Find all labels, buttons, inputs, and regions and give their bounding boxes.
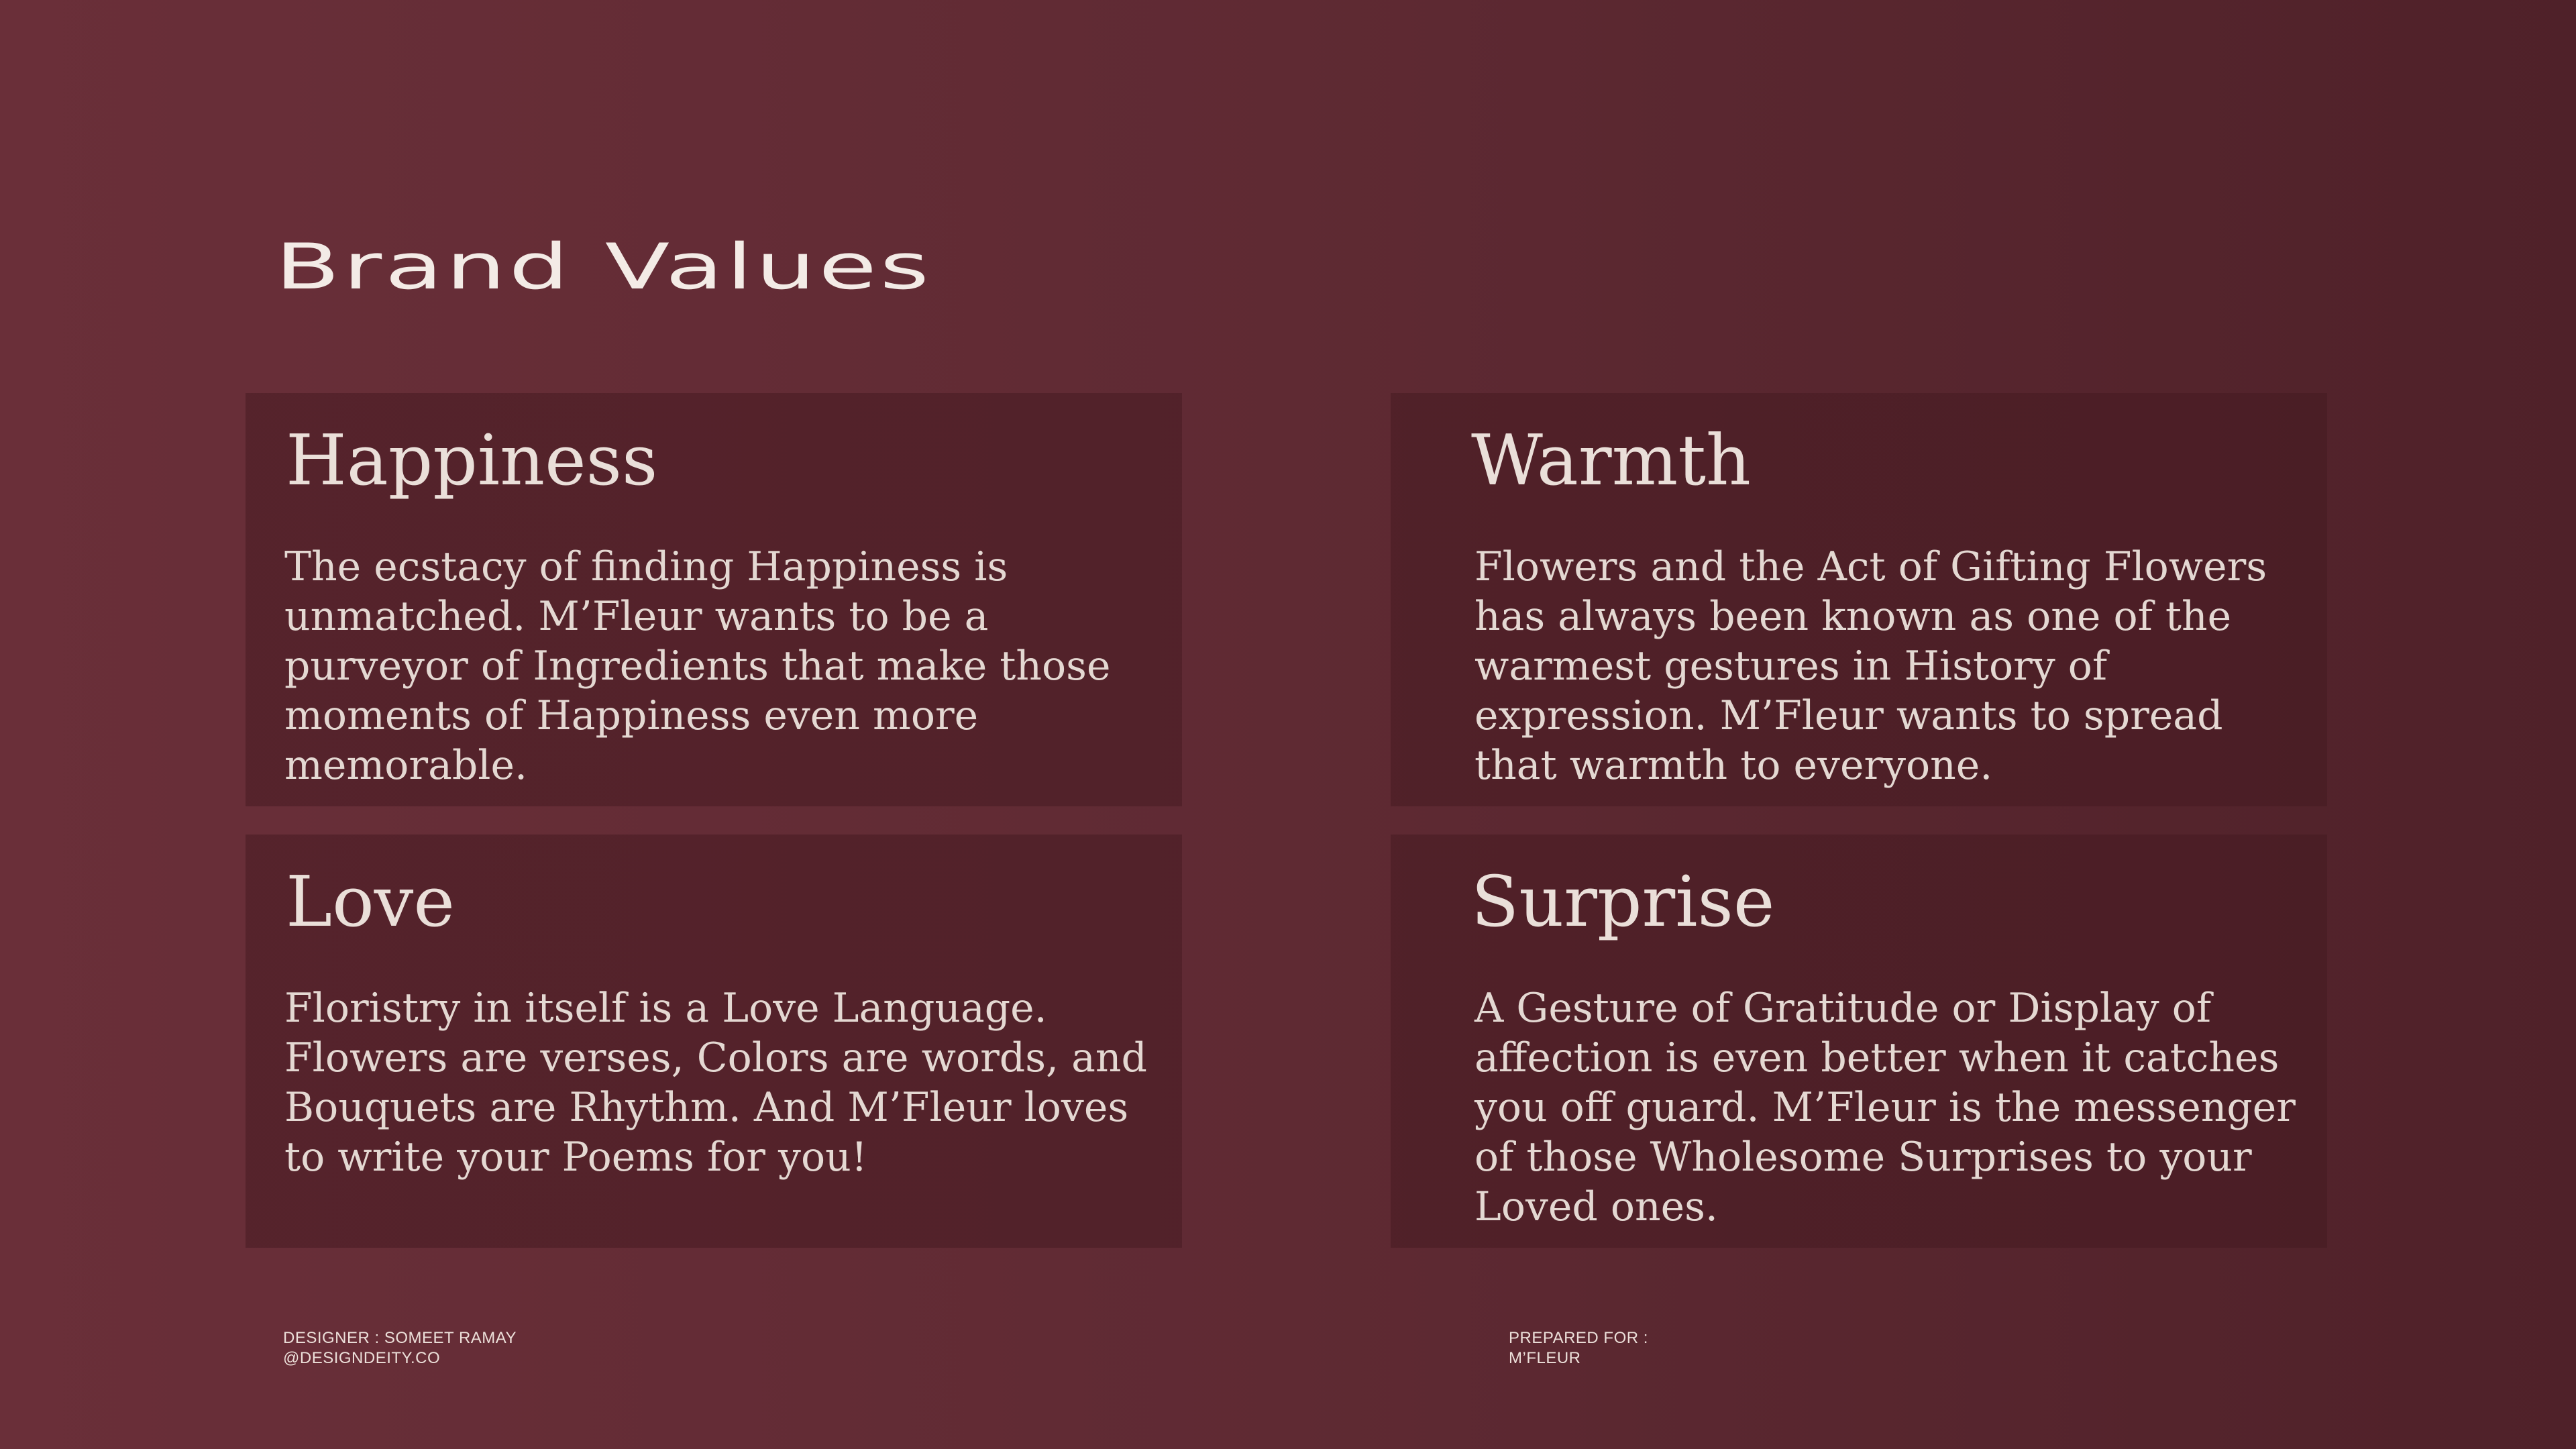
card-description: A Gesture of Gratitude or Display of affection is even better when it catches you off guard. M’Fleur is the messenger of those Wholesome Surprises to your Loved ones.	[1474, 985, 2296, 1230]
prepared-for-credit	[1509, 1328, 1648, 1368]
card-description: Floristry in itself is a Love Language. Flowers are verses, Colors are words, and Bouquets are Rhythm. And M’Fleur loves to write your Poems for you!	[284, 985, 1147, 1181]
card-title: Happiness	[286, 419, 658, 501]
designer-handle: @DESIGNDEITY.CO	[283, 1349, 441, 1367]
designer-name: DESIGNER : SOMEET RAMAY	[283, 1329, 517, 1347]
card-description: Flowers and the Act of Gifting Flowers has always been known as one of the warmest gestures in History of expression. M’Fleur wants to spread that warmth to everyone.	[1474, 543, 2267, 789]
card-title: Warmth	[1471, 419, 1751, 501]
brand-value-card-happiness	[246, 393, 1182, 806]
client-name: M’FLEUR	[1509, 1349, 1581, 1367]
page-title: Brand Values	[275, 231, 932, 304]
prepared-for-label: PREPARED FOR :	[1509, 1329, 1648, 1347]
card-title: Love	[286, 861, 455, 943]
brand-value-card-surprise	[1391, 835, 2327, 1248]
brand-value-card-warmth	[1391, 393, 2327, 806]
brand-value-card-love	[246, 835, 1182, 1248]
card-description: The ecstacy of finding Happiness is unmatched. M’Fleur wants to be a purveyor of Ingredients that make those moments of Happiness even more memorable.	[284, 543, 1111, 789]
card-title: Surprise	[1471, 861, 1775, 943]
designer-credit	[283, 1328, 517, 1368]
